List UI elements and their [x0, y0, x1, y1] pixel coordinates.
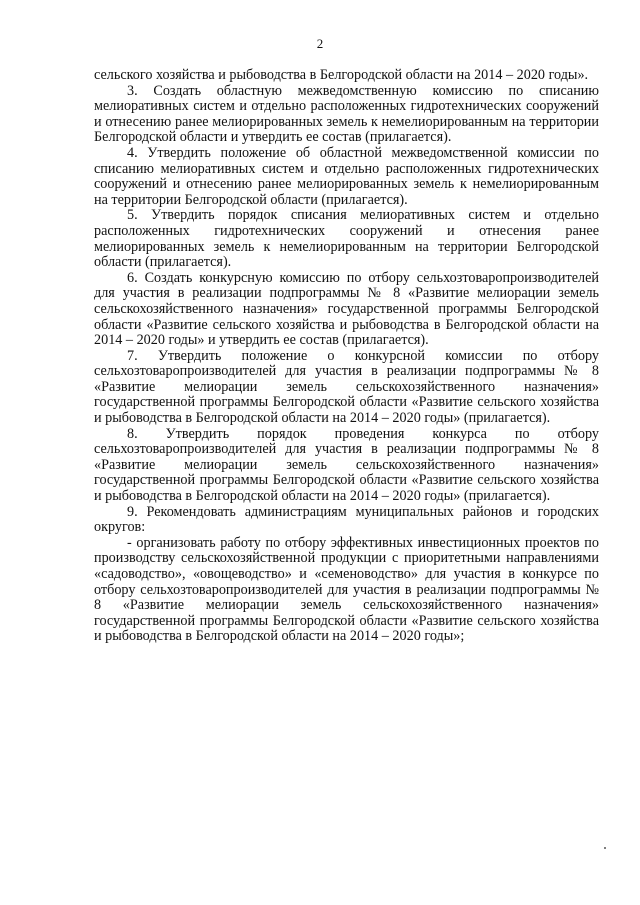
paragraph-item-4: 4. Утвердить положение об областной межведомственной комиссии по списанию мелиоративных систем и отдельно расположенных гидротехнических сооружений и отнесению ранее мелиорированных земель к немелиорированным на территории Белгородской области (прилагается). [94, 144, 599, 208]
paragraph-continuation: сельского хозяйства и рыбоводства в Белгородской области на 2014 – 2020 годы». [94, 67, 589, 83]
document-body [94, 68, 599, 645]
paragraph-item-8: 8. Утвердить порядок проведения конкурса по отбору сельхозтоваропроизводителей для участия в реализации подпрограммы № 8 «Развитие мелиорации земель сельскохозяйственного назначения» государственной программы Белгородской области «Развитие сельского хозяйства и рыбоводства в Белгородской области на 2014 – 2020 годы» (прилагается). [94, 425, 599, 505]
scan-speck [604, 847, 606, 849]
page-number: 2 [316, 36, 324, 51]
paragraph-item-5: 5. Утвердить порядок списания мелиоративных систем и отдельно расположенных гидротехнических сооружений и отнесения ранее мелиорированных земель к немелиорированным на территории Белгородской области (прилагается). [94, 207, 599, 271]
paragraph-item-9: 9. Рекомендовать администрациям муниципальных районов и городских округов: [94, 503, 599, 536]
paragraph-item-7: 7. Утвердить положение о конкурсной комиссии по отбору сельхозтоваропроизводителей для участия в реализации подпрограммы № 8 «Развитие мелиорации земель сельскохозяйственного назначения» государственной программы Белгородской области «Развитие сельского хозяйства и рыбоводства в Белгородской области на 2014 – 2020 годы» (прилагается). [94, 347, 599, 427]
paragraph-item-6: 6. Создать конкурсную комиссию по отбору сельхозтоваропроизводителей для участия в реализации подпрограммы № 8 «Развитие мелиорации земель сельскохозяйственного назначения» государственной программы Белгородской области «Развитие сельского хозяйства и рыбоводства в Белгородской области на 2014 – 2020 годы» и утвердить ее состав (прилагается). [94, 269, 599, 349]
paragraph-subitem-dash: - организовать работу по отбору эффективных инвестиционных проектов по производству сельскохозяйственной продукции с приоритетными направлениями «садоводство», «овощеводство» и «семеноводство» для участия в конкурсе по отбору сельхозтоваропроизводителей для участия в реализации подпрограммы № 8 «Развитие мелиорации земель сельскохозяйственного назначения» государственной программы Белгородской области «Развитие сельского хозяйства и рыбоводства в Белгородской области на 2014 – 2020 годы»; [94, 534, 599, 645]
paragraph-item-3: 3. Создать областную межведомственную комиссию по списанию мелиоративных систем и отдельно расположенных гидротехнических сооружений и отнесению ранее мелиорированных земель к немелиорированным на территории Белгородской области и утвердить ее состав (прилагается). [94, 82, 599, 146]
